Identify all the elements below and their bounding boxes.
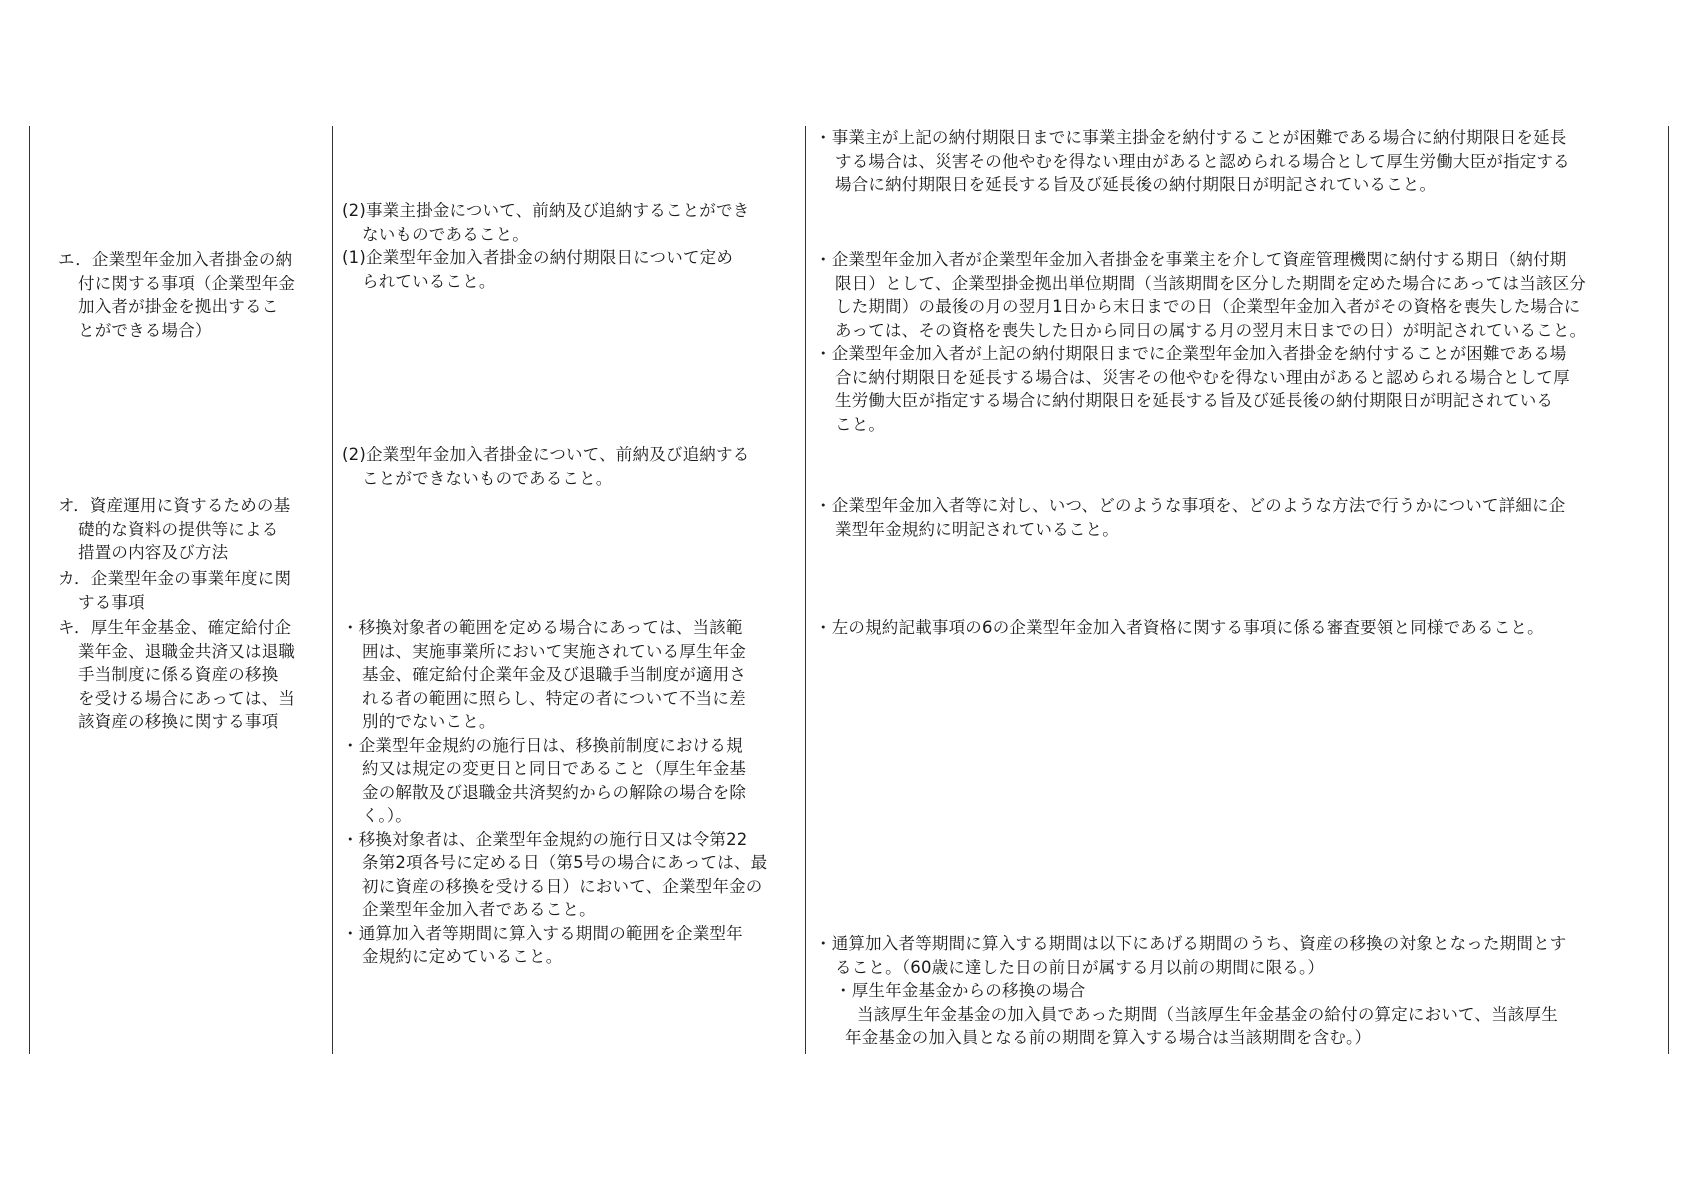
criteria-line: ・企業型年金規約の施行日は、移換前制度における規	[342, 735, 743, 755]
item-e-line: 加入者が掛金を拠出するこ	[78, 297, 279, 316]
item-o-line: 礎的な資料の提供等による	[78, 519, 279, 539]
item-ka-line: する事項	[78, 592, 145, 612]
guideline-line: ・厚生年金基金からの移換の場合	[835, 981, 1086, 1000]
guideline-line: あっては、その資格を喪失した日から同日の属する月の翌月末日までの日）が明記されていること。	[835, 320, 1587, 340]
item-ki-heading	[58, 616, 295, 734]
criteria-b2	[342, 443, 749, 490]
criteria-line: ・通算加入者等期間に算入する期間の範囲を企業型年	[342, 923, 743, 943]
guideline-line: 年金基金の加入員となる前の期間を算入する場合は当該期間を含む。）	[845, 1028, 1372, 1047]
guideline-line: ること。（60歳に達した日の前日が属する月以前の期間に限る。）	[835, 957, 1325, 977]
guideline-line: ・通算加入者等期間に算入する期間は以下にあげる期間のうち、資産の移換の対象となった期間とす	[815, 934, 1567, 953]
guideline-c5	[815, 932, 1567, 1050]
item-ki-line: 手当制度に係る資産の移換	[78, 665, 279, 684]
guideline-c1	[815, 126, 1570, 197]
criteria-line: (2)事業主掛金について、前納及び追納することができ	[342, 201, 750, 220]
criteria-line: 別的でないこと。	[362, 712, 496, 731]
guideline-line: 生労働大臣が指定する場合に納付期限日を延長する旨及び延長後の納付期限日が明記されている	[835, 391, 1554, 410]
item-ki-line: 業年金、退職金共済又は退職	[78, 641, 296, 661]
table-left-border	[29, 126, 30, 1054]
guideline-line: 業型年金規約に明記されていること。	[835, 519, 1119, 539]
guideline-line: 当該厚生年金基金の加入員であった期間（当該厚生年金基金の給付の算定において、当該厚生	[857, 1004, 1558, 1024]
guideline-line: こと。	[835, 414, 886, 434]
guideline-c4	[815, 616, 1544, 640]
table-right-border	[1668, 126, 1669, 1054]
guideline-line: 合に納付期限日を延長する場合は、災害その他やむを得ない理由があると認められる場合として厚	[835, 367, 1570, 387]
criteria-line: 金規約に定めていること。	[362, 947, 563, 966]
item-e-line: エ．企業型年金加入者掛金の納	[58, 250, 293, 269]
guideline-line: ・左の規約記載事項の6の企業型年金加入者資格に関する事項に係る審査要領と同様であること。	[815, 618, 1544, 637]
item-e-heading	[58, 248, 295, 342]
guideline-line: 場合に納付期限日を延長する旨及び延長後の納付期限日が明記されていること。	[835, 175, 1437, 194]
guideline-c3	[815, 494, 1566, 541]
column-divider-2	[805, 126, 806, 1054]
criteria-line: 囲は、実施事業所において実施されている厚生年金	[362, 641, 747, 661]
guideline-line: 限日）として、企業型掛金拠出単位期間（当該期間を区分した期間を定めた場合にあっては当該区分	[835, 273, 1587, 293]
guideline-line: する場合は、災害その他やむを得ない理由があると認められる場合として厚生労働大臣が指定する	[835, 151, 1570, 171]
criteria-line: ・移換対象者の範囲を定める場合にあっては、当該範	[342, 618, 743, 637]
criteria-line: 基金、確定給付企業年金及び退職手当制度が適用さ	[362, 665, 747, 684]
guideline-line: した期間）の最後の月の翌月1日から末日までの日（企業型年金加入者がその資格を喪失した場合に	[835, 297, 1581, 316]
criteria-line: (1)企業型年金加入者掛金の納付期限日について定め	[342, 248, 734, 267]
guideline-line: ・企業型年金加入者等に対し、いつ、どのような事項を、どのような方法で行うかについて詳細に企	[815, 496, 1566, 515]
criteria-line: れる者の範囲に照らし、特定の者について不当に差	[362, 688, 746, 708]
criteria-line: 約又は規定の変更日と同日であること（厚生年金基	[362, 759, 747, 778]
item-e-line: 付に関する事項（企業型年金	[78, 273, 296, 293]
guideline-c2	[815, 248, 1586, 436]
criteria-line: ないものであること。	[362, 224, 529, 244]
guideline-line: ・事業主が上記の納付期限日までに事業主掛金を納付することが困難である場合に納付期限日を延長	[815, 128, 1567, 147]
criteria-line: く。）。	[362, 806, 412, 825]
criteria-line: られていること。	[362, 271, 496, 291]
item-o-line: 措置の内容及び方法	[78, 543, 229, 562]
criteria-line: 企業型年金加入者であること。	[362, 900, 596, 919]
criteria-line: ことができないものであること。	[362, 468, 613, 488]
guideline-line: ・企業型年金加入者が企業型年金加入者掛金を事業主を介して資産管理機関に納付する期日（納付期	[815, 250, 1567, 269]
guideline-line: ・企業型年金加入者が上記の納付期限日までに企業型年金加入者掛金を納付することが困難である場	[815, 344, 1567, 363]
item-ka-line: カ．企業型年金の事業年度に関	[58, 569, 292, 588]
item-o-line: オ．資産運用に資するための基	[58, 496, 291, 515]
criteria-b1	[342, 199, 749, 293]
item-o-heading	[58, 494, 290, 565]
criteria-line: 金の解散及び退職金共済契約からの解除の場合を除	[362, 782, 747, 802]
criteria-b3	[342, 616, 767, 969]
item-ki-line: を受ける場合にあっては、当	[78, 688, 295, 708]
item-ki-line: キ．厚生年金基金、確定給付企	[58, 618, 292, 637]
criteria-line: 初に資産の移換を受ける日）において、企業型年金の	[362, 876, 763, 896]
criteria-line: 条第2項各号に定める日（第5号の場合にあっては、最	[362, 853, 768, 872]
criteria-line: ・移換対象者は、企業型年金規約の施行日又は令第22	[342, 829, 748, 849]
item-ki-line: 該資産の移換に関する事項	[78, 712, 279, 731]
criteria-line: (2)企業型年金加入者掛金について、前納及び追納する	[342, 445, 750, 464]
item-ka-heading	[58, 567, 291, 614]
item-e-line: とができる場合）	[78, 320, 212, 340]
column-divider-1	[332, 126, 333, 1054]
